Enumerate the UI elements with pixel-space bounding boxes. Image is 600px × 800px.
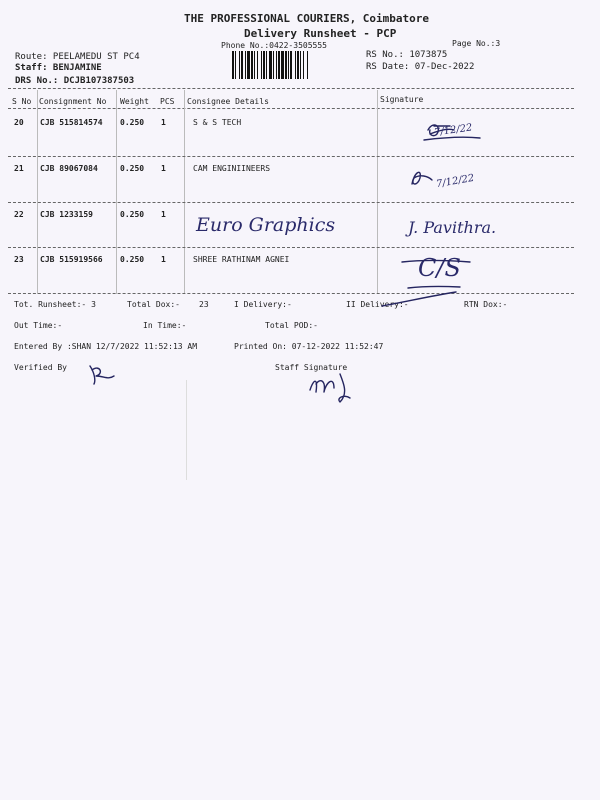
drs-number: DRS No.: DCJB107387503 bbox=[15, 76, 135, 86]
barcode-bar bbox=[290, 51, 292, 79]
header-sno: S No bbox=[12, 97, 32, 106]
row-pcs: 1 bbox=[161, 255, 166, 264]
header-pcs: PCS bbox=[160, 97, 175, 106]
header-consignment: Consignment No bbox=[39, 97, 107, 106]
tot-runsheet: Tot. Runsheet:- 3 bbox=[14, 300, 96, 309]
row-consignee: CAM ENGINIINEERS bbox=[193, 164, 271, 173]
col-divider bbox=[184, 90, 185, 294]
barcode-bar bbox=[251, 51, 253, 79]
barcode-bar bbox=[232, 51, 234, 79]
barcode-bar bbox=[288, 51, 289, 79]
header-consignee: Consignee Details bbox=[187, 97, 269, 106]
row-weight: 0.250 bbox=[120, 255, 145, 264]
row-consignment: CJB 515814574 bbox=[40, 118, 103, 127]
row-22-consignee-handwritten: Euro Graphics bbox=[196, 214, 336, 236]
page-number: Page No.:3 bbox=[452, 39, 501, 48]
printed-on: Printed On: 07-12-2022 11:52:47 bbox=[234, 342, 384, 351]
barcode-bar bbox=[276, 51, 277, 79]
barcode-bar bbox=[254, 51, 255, 79]
barcode-bar bbox=[266, 51, 267, 79]
route-label: Route: PEELAMEDU ST PC4 bbox=[15, 52, 140, 62]
rs-date: RS Date: 07-Dec-2022 bbox=[366, 62, 475, 72]
barcode-bar bbox=[269, 51, 272, 79]
barcode-bar bbox=[235, 51, 236, 79]
barcode-bar bbox=[239, 51, 240, 79]
row-pcs: 1 bbox=[161, 164, 166, 173]
header-bottom-rule bbox=[8, 108, 574, 109]
row-pcs: 1 bbox=[161, 118, 166, 127]
table-top-rule bbox=[8, 88, 574, 89]
row-23-signature: C/S bbox=[418, 254, 461, 282]
col-divider bbox=[377, 90, 378, 294]
row-22-signature: J. Pavithra. bbox=[408, 218, 497, 237]
row-sno: 23 bbox=[14, 255, 24, 264]
total-dox-value: 23 bbox=[199, 300, 209, 309]
table-bottom-rule bbox=[8, 293, 574, 294]
row-consignment: CJB 89067084 bbox=[40, 164, 98, 173]
rtn-dox: RTN Dox:- bbox=[464, 300, 508, 309]
row-weight: 0.250 bbox=[120, 210, 145, 219]
row-consignee: SHREE RATHINAM AGNEI bbox=[193, 255, 290, 264]
verified-by: Verified By bbox=[14, 363, 67, 372]
barcode-bar bbox=[247, 51, 250, 79]
rs-number: RS No.: 1073875 bbox=[366, 50, 448, 60]
out-time: Out Time:- bbox=[14, 321, 63, 330]
barcode-bar bbox=[297, 51, 299, 79]
row-sno: 22 bbox=[14, 210, 24, 219]
barcode-bar bbox=[245, 51, 246, 79]
row-rule bbox=[8, 247, 574, 248]
runsheet-title: Delivery Runsheet - PCP bbox=[244, 27, 397, 40]
row-weight: 0.250 bbox=[120, 118, 145, 127]
staff-signature bbox=[304, 368, 364, 408]
i-delivery: I Delivery:- bbox=[234, 300, 292, 309]
row-consignment: CJB 1233159 bbox=[40, 210, 93, 219]
row-rule bbox=[8, 156, 574, 157]
row-sno: 20 bbox=[14, 118, 24, 127]
ii-delivery: II Delivery:- bbox=[346, 300, 409, 309]
in-time: In Time:- bbox=[143, 321, 187, 330]
barcode-bar bbox=[273, 51, 274, 79]
row-sno: 21 bbox=[14, 164, 24, 173]
entered-by: Entered By :SHAN 12/7/2022 11:52:13 AM bbox=[14, 342, 198, 351]
col-divider bbox=[116, 90, 117, 294]
barcode-bar bbox=[263, 51, 265, 79]
row-weight: 0.250 bbox=[120, 164, 145, 173]
row-consignee: S & S TECH bbox=[193, 118, 242, 127]
barcode-bar bbox=[285, 51, 287, 79]
staff-label: Staff: BENJAMINE bbox=[15, 63, 102, 73]
row-rule bbox=[8, 202, 574, 203]
row-21-date: 7/12/22 bbox=[435, 172, 476, 191]
total-pod: Total POD:- bbox=[265, 321, 318, 330]
row-20-date: 7/12/22 bbox=[433, 122, 474, 139]
barcode-bar bbox=[281, 51, 284, 79]
company-name: THE PROFESSIONAL COURIERS, Coimbatore bbox=[184, 12, 430, 25]
col-divider bbox=[37, 90, 38, 294]
row-consignment: CJB 515919566 bbox=[40, 255, 103, 264]
barcode-bar bbox=[257, 51, 258, 79]
header-signature: Signature bbox=[380, 95, 424, 104]
staff-signature-label: Staff Signature bbox=[275, 363, 348, 372]
barcode bbox=[232, 51, 356, 79]
barcode-bar bbox=[278, 51, 280, 79]
delivery-strike-line bbox=[380, 290, 460, 310]
barcode-bar bbox=[261, 51, 262, 79]
barcode-bar bbox=[307, 51, 308, 79]
phone-number: Phone No.:0422-3505555 bbox=[221, 41, 327, 50]
header-weight: Weight bbox=[120, 97, 149, 106]
verified-by-signature bbox=[86, 362, 122, 388]
barcode-bar bbox=[241, 51, 243, 79]
barcode-bar bbox=[295, 51, 296, 79]
fold-line bbox=[186, 380, 187, 480]
total-dox-label: Total Dox:- bbox=[127, 300, 180, 309]
barcode-bar bbox=[300, 51, 301, 79]
barcode-bar bbox=[303, 51, 304, 79]
row-pcs: 1 bbox=[161, 210, 166, 219]
